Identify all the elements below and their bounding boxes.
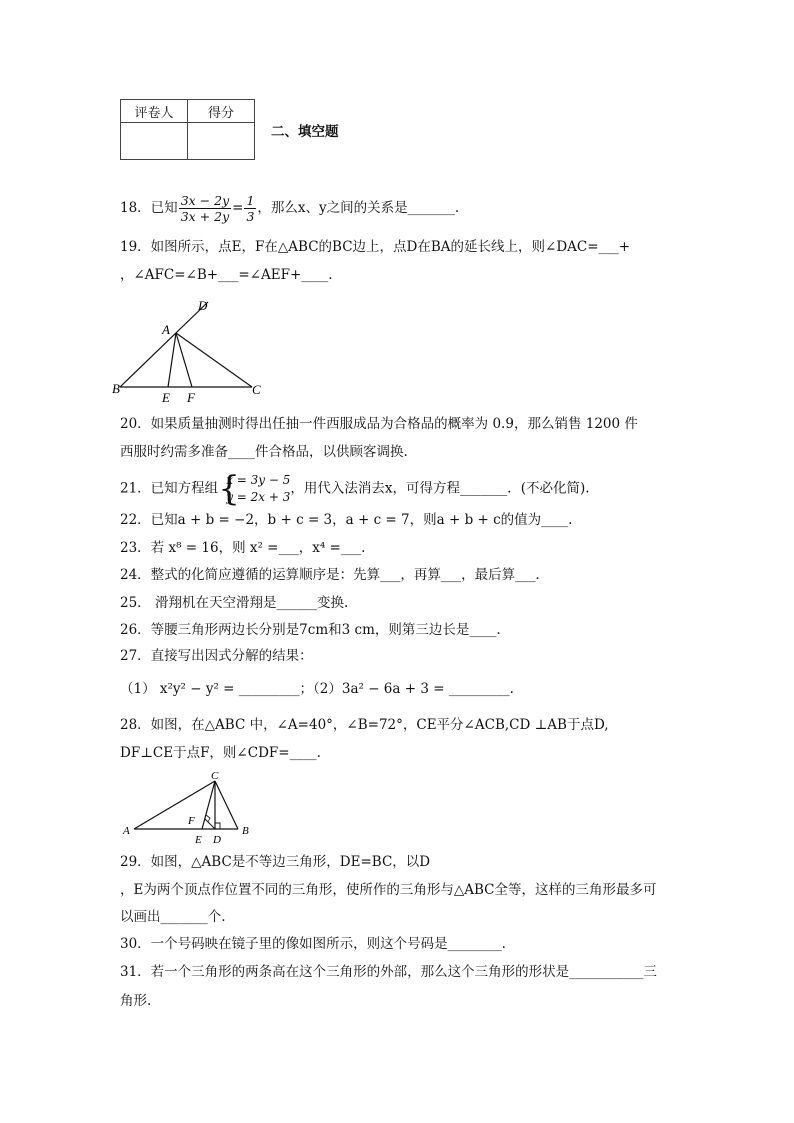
fig19-line-BD — [120, 302, 208, 387]
fig19-label-E: E — [162, 390, 170, 404]
q21-brace: { — [218, 469, 240, 509]
score-table — [120, 99, 255, 160]
q18-frac-left-den: 3x + 2y — [180, 209, 230, 224]
fig19-label-F: F — [187, 390, 195, 404]
fig28-label-E: E — [195, 834, 202, 846]
score-table-score-cell — [188, 123, 255, 160]
fig19-label-A: A — [162, 322, 170, 337]
question-24: 24．整式的化简应遵循的运算顺序是：先算___，再算___，最后算___. — [120, 567, 540, 583]
fig19-line-AC — [176, 333, 252, 387]
question-26: 26．等腰三角形两边长分别是7cm和3 cm，则第三边长是____. — [120, 622, 501, 638]
fig28-label-D: D — [213, 834, 221, 846]
q18-fraction-left — [179, 193, 231, 224]
q18-prefix: 18．已知 — [120, 200, 178, 216]
question-20-line-2: 西服时约需多准备____件合格品，以供顾客调换. — [120, 444, 408, 460]
question-28-line-1: 28．如图，在△ABC 中，∠A=40°，∠B=72°，CE平分∠ACB,CD ⊥AB于点D, — [120, 717, 609, 733]
fig19-label-D: D — [198, 298, 208, 313]
fig19-line-AF — [176, 333, 192, 387]
fig28-label-C: C — [211, 770, 219, 782]
question-29-line-1: 29．如图，△ABC是不等边三角形，DE=BC，以D — [120, 854, 431, 870]
question-18 — [120, 193, 459, 224]
fig19-label-C: C — [252, 382, 261, 397]
fig19-line-AE — [168, 333, 176, 387]
fig28-label-A: A — [123, 825, 130, 837]
q18-frac-right-den: 3 — [246, 209, 255, 224]
question-31-line-1: 31．若一个三角形的两条高在这个三角形的外部，那么这个三角形的形状是___________三 — [120, 964, 657, 980]
question-27-parts: （1） x²y² − y² = _________；（2）3a² − 6a + 3 = _________. — [120, 681, 514, 697]
question-30: 30．一个号码映在镜子里的像如图所示，则这个号码是________. — [120, 936, 506, 952]
figure-19-triangle — [112, 294, 272, 404]
score-table-grader-cell — [121, 123, 188, 160]
question-19-line-2: ，∠AFC=∠B+___=∠AEF+____. — [120, 267, 333, 283]
fig28-line-CB — [215, 781, 238, 829]
question-20-line-1: 20．如果质量抽测时得出任抽一件西服成品为合格品的概率为 0.9，那么销售 1200 件 — [120, 416, 638, 432]
section-title: 二、填空题 — [271, 124, 339, 140]
q18-fraction-right — [244, 193, 256, 224]
figure-28-triangle — [118, 768, 263, 848]
q21-eq2: y = 2x + 3 — [226, 490, 291, 504]
fig28-line-DF — [205, 819, 215, 829]
fig28-label-F: F — [188, 815, 195, 827]
question-22: 22．已知a + b = −2，b + c = 3，a + c = 7，则a + b + c的值为____. — [120, 512, 573, 528]
q21-prefix: 21．已知方程组 — [120, 480, 219, 497]
fig28-line-AC — [134, 781, 215, 829]
question-27: 27．直接写出因式分解的结果： — [120, 648, 313, 664]
question-29-line-2: ，E为两个顶点作位置不同的三角形，使所作的三角形与△ABC全等，这样的三角形最多可 — [120, 882, 657, 898]
question-29-line-3: 以画出_______个. — [120, 909, 226, 925]
q18-equals: = — [232, 200, 244, 216]
question-28-line-2: DF⊥CE于点F，则∠CDF=____. — [120, 745, 321, 761]
q21-suffix: ，用代入法消去x，可得方程_______．(不必化简). — [290, 480, 590, 497]
fig28-right-angle-D — [215, 823, 220, 829]
q18-suffix: ，那么x、y之间的关系是_______. — [257, 200, 460, 216]
fig28-label-B: B — [242, 825, 249, 837]
question-21 — [120, 469, 590, 509]
q18-frac-right-num: 1 — [246, 193, 255, 208]
q18-frac-left-num: 3x − 2y — [180, 193, 230, 208]
q21-eq1: x = 3y − 5 — [226, 473, 291, 487]
question-25: 25． 滑翔机在天空滑翔是______变换. — [120, 595, 349, 611]
score-table-score-header: 得分 — [188, 100, 255, 123]
score-table-grader-header: 评卷人 — [121, 100, 188, 123]
fig19-label-B: B — [112, 381, 120, 396]
question-31-line-2: 角形. — [120, 993, 152, 1009]
q21-equation-system — [218, 469, 291, 509]
question-23: 23．若 x⁸ = 16，则 x² =___，x⁴ =___. — [120, 540, 366, 556]
question-19-line-1: 19．如图所示，点E，F在△ABC的BC边上，点D在BA的延长线上，则∠DAC=___+ — [120, 239, 631, 255]
